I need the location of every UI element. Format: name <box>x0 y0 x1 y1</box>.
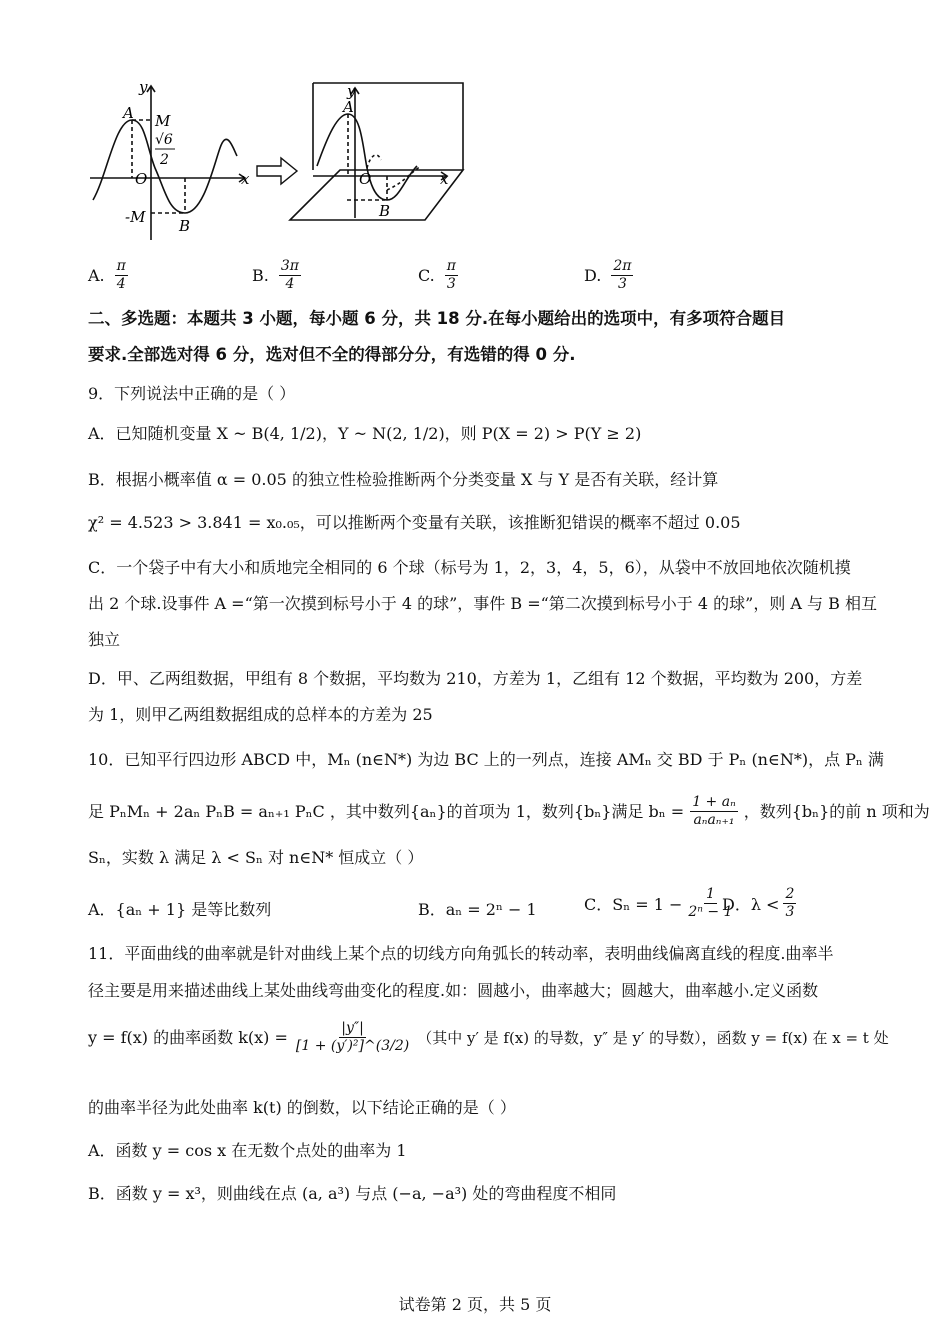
q10-stem-line2 <box>88 794 930 829</box>
frac-den: 4 <box>285 276 295 292</box>
q11-line3-text: y = f(x) 的曲率函数 k(x) = <box>88 1027 288 1047</box>
left-B-label: B <box>179 217 191 235</box>
q10-d-text: D．λ < <box>722 895 780 914</box>
frac-den: 3 <box>785 904 795 920</box>
choice-letter: C. <box>418 266 435 285</box>
frac-num: 2 <box>785 886 795 902</box>
choice-fraction <box>115 258 128 293</box>
frac-den: 3 <box>446 276 456 292</box>
q9-option-b-line1: B．根据小概率值 α = 0.05 的独立性检验推断两个分类变量 X 与 Y 是否有关联，经计算 <box>88 470 719 489</box>
bn-fraction <box>690 794 738 829</box>
q11-option-b: B．函数 y = x³，则曲线在点 (a, a³) 与点 (−a, −a³) 处的弯曲程度不相同 <box>88 1184 617 1203</box>
q9-option-c-line1: C．一个袋子中有大小和质地完全相同的 6 个球（标号为 1，2，3，4，5，6），从袋中不放回地依次随机摸 <box>88 558 851 577</box>
q9-option-a: A．已知随机变量 X ~ B(4, 1/2)，Y ~ N(2, 1/2)，则 P(X = 2) > P(Y ≥ 2) <box>88 424 642 443</box>
choice-letter: B. <box>252 266 269 285</box>
choice-fraction <box>279 258 301 293</box>
q10-stem-line1: 10．已知平行四边形 ABCD 中，Mₙ (n∈N*) 为边 BC 上的一列点，连接 AMₙ 交 BD 于 Pₙ (n∈N*)，点 Pₙ 满 <box>88 750 884 769</box>
choice-letter: A. <box>88 266 105 285</box>
choice-letter: D. <box>584 266 602 285</box>
right-B-label: B <box>379 202 391 220</box>
left-sqrt6-label: √6 <box>155 132 173 148</box>
choice-fraction <box>445 258 458 293</box>
frac-num: 3π <box>280 258 299 274</box>
q10-c-text: C．Sₙ = 1 − <box>584 895 683 914</box>
curvature-fraction <box>294 1020 411 1055</box>
q10-d-fraction <box>783 886 796 921</box>
figure-graphs <box>85 78 475 243</box>
q10-line2-text: 足 PₙMₙ + 2aₙ PₙB = aₙ₊₁ PₙC ，其中数列{aₙ}的首项为 1，数列{bₙ}满足 bₙ = <box>88 801 685 821</box>
page-footer: 试卷第 2 页，共 5 页 <box>398 1295 552 1314</box>
q11-line3-tail: （其中 y′ 是 f(x) 的导数，y″ 是 y′ 的导数），函数 y = f(x) 在 x = t 处 <box>417 1028 889 1047</box>
right-graph <box>290 83 463 220</box>
frac-num: π <box>446 258 456 274</box>
frac-num: π <box>116 258 126 274</box>
frac-num: |y″| <box>341 1020 364 1036</box>
left-M-label: M <box>155 112 171 130</box>
right-A-label: A <box>343 98 354 116</box>
q9-option-d-line2: 为 1，则甲乙两组数据组成的总样本的方差为 25 <box>88 705 433 724</box>
q11-stem-line3 <box>88 1020 889 1055</box>
q8-choice-a <box>88 258 128 293</box>
left-negM-label: -M <box>125 208 146 226</box>
left-two-label: 2 <box>160 152 169 168</box>
frac-num: 1 <box>705 886 715 902</box>
q10-option-d <box>722 886 796 921</box>
q9-option-b-line2: χ² = 4.523 > 3.841 = x₀.₀₅，可以推断两个变量有关联，该推断犯错误的概率不超过 0.05 <box>88 513 741 532</box>
right-O-label: O <box>359 170 372 188</box>
frac-num: 2π <box>613 258 632 274</box>
section2-heading-line1: 二、多选题：本题共 3 小题，每小题 6 分，共 18 分.在每小题给出的选项中，有多项符合题目 <box>88 309 786 328</box>
q8-choice-d <box>584 258 633 293</box>
frac-den: aₙaₙ₊₁ <box>693 812 735 828</box>
frac-den: 3 <box>617 276 627 292</box>
right-y-label: y <box>347 82 356 100</box>
transform-arrow-icon <box>257 158 297 184</box>
q10-option-b: B．aₙ = 2ⁿ − 1 <box>418 900 537 919</box>
q11-option-a: A．函数 y = cos x 在无数个点处的曲率为 1 <box>88 1141 407 1160</box>
frac-num: 1 + aₙ <box>692 794 736 810</box>
q11-stem-line1: 11．平面曲线的曲率就是针对曲线上某个点的切线方向角弧长的转动率，表明曲线偏离直线的程度.曲率半 <box>88 944 834 963</box>
frac-den: [1 + (y′)²]^(3/2) <box>295 1038 410 1054</box>
q9-option-c-line3: 独立 <box>88 630 121 649</box>
q8-choice-b <box>252 258 301 293</box>
frac-den: 2ⁿ − 1 <box>688 904 733 920</box>
q9-option-d-line1: D．甲、乙两组数据，甲组有 8 个数据，平均数为 210，方差为 1，乙组有 12 个数据，平均数为 200，方差 <box>88 669 863 688</box>
q9-stem: 9．下列说法中正确的是（ ） <box>88 384 296 403</box>
q10-option-c <box>584 886 735 921</box>
q8-choice-c <box>418 258 458 293</box>
left-O-label: O <box>135 170 148 188</box>
left-y-label: y <box>139 78 148 96</box>
q11-stem-line4: 的曲率半径为此处曲率 k(t) 的倒数，以下结论正确的是（ ） <box>88 1098 516 1117</box>
q9-option-c-line2: 出 2 个球.设事件 A =“第一次摸到标号小于 4 的球”，事件 B =“第二次摸到标号小于 4 的球”，则 A 与 B 相互 <box>88 594 877 613</box>
left-A-label: A <box>123 104 134 122</box>
section2-heading-line2: 要求.全部选对得 6 分，选对但不全的得部分分，有选错的得 0 分. <box>88 345 576 364</box>
q10-line2-tail: ，数列{bₙ}的前 n 项和为 <box>743 801 930 821</box>
left-x-label: x <box>241 170 250 188</box>
q10-stem-line3: Sₙ，实数 λ 满足 λ < Sₙ 对 n∈N* 恒成立（ ） <box>88 848 424 867</box>
choice-fraction <box>611 258 633 293</box>
right-x-label: x <box>440 170 449 188</box>
frac-den: 4 <box>116 276 126 292</box>
q10-option-a: A．{aₙ + 1} 是等比数列 <box>88 900 272 919</box>
q11-stem-line2: 径主要是用来描述曲线上某处曲线弯曲变化的程度.如：圆越小，曲率越大；圆越大，曲率越小.定义函数 <box>88 981 819 1000</box>
